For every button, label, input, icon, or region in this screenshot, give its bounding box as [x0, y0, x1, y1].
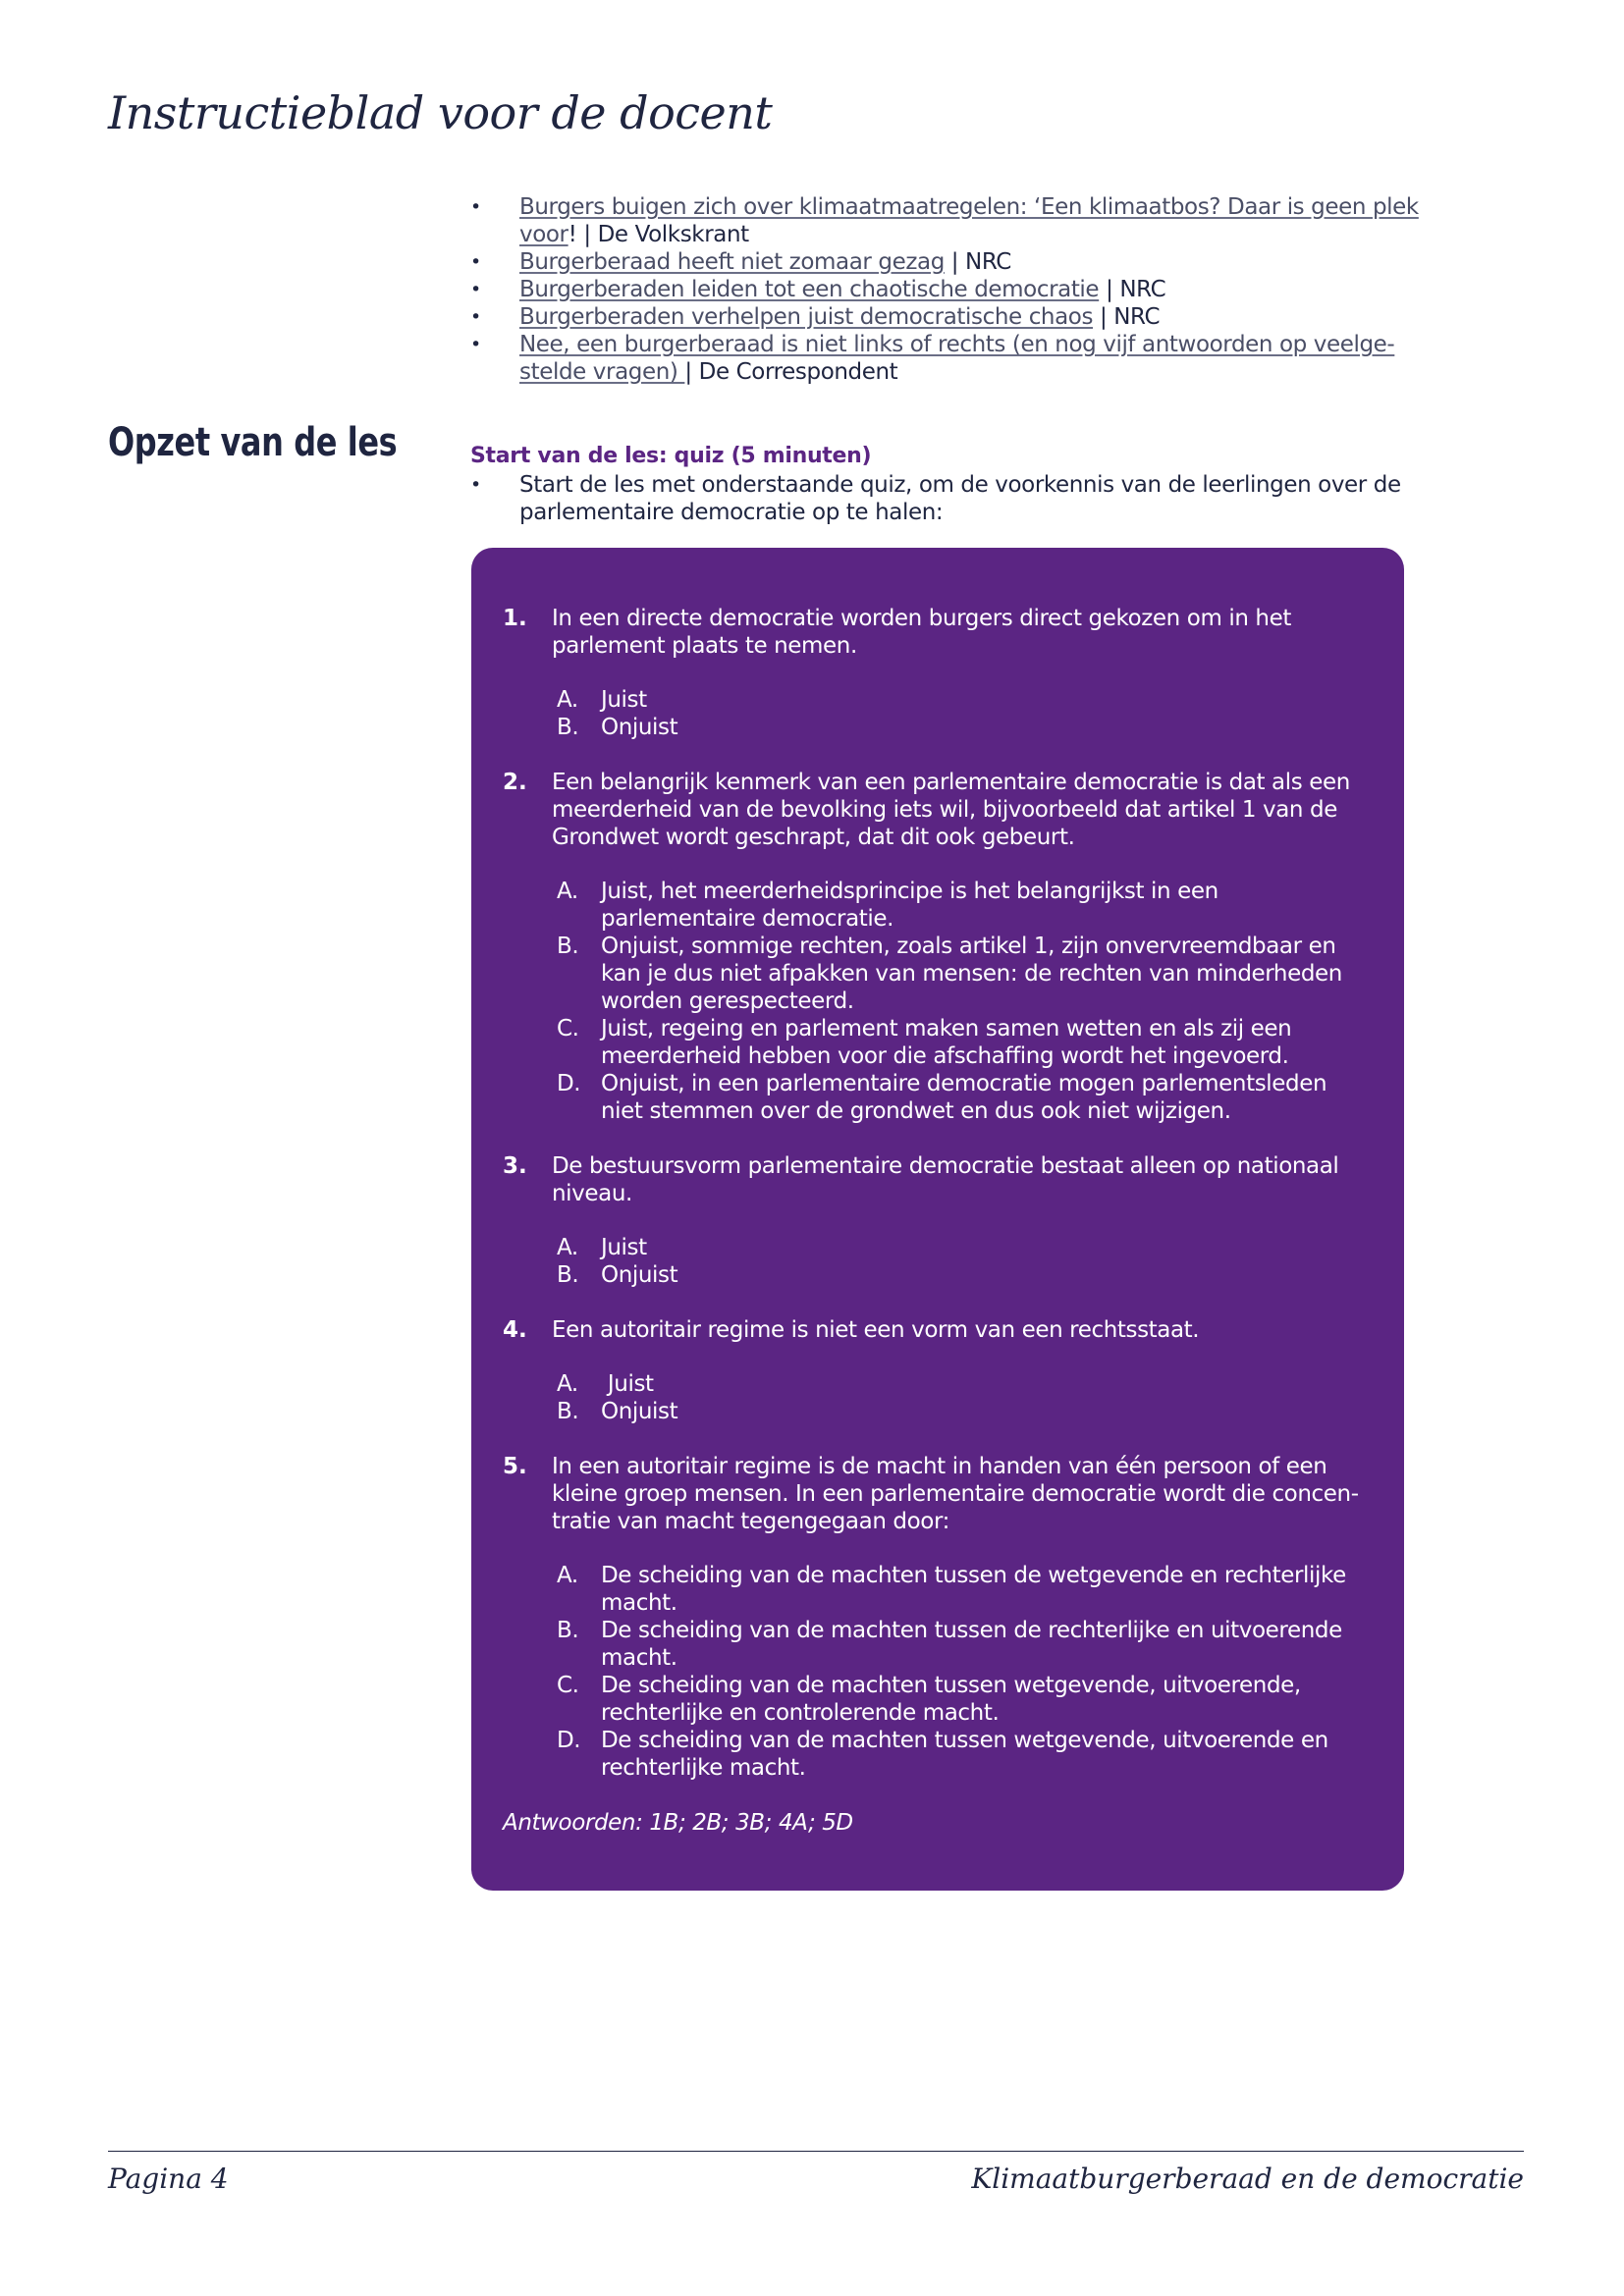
footer-divider [108, 2151, 1524, 2152]
bullet-icon: • [470, 196, 481, 218]
page-number: Pagina 4 [108, 2163, 229, 2195]
option-letter: B. [557, 1399, 579, 1424]
answer-option [503, 1617, 1367, 1672]
option-letter: B. [557, 1618, 579, 1643]
answer-option [503, 714, 1367, 741]
source-link[interactable]: Nee, een burgerberaad is niet links of rechts (en nog vijf antwoorden op veelge-stelde vragen) [519, 332, 1395, 385]
source-item [470, 276, 1433, 303]
option-text: Juist [601, 687, 647, 713]
question-number: 5. [503, 1454, 527, 1479]
option-text: De scheiding van de machten tussen de wetgevende en rechterlijke macht. [601, 1563, 1346, 1616]
option-text: Onjuist, in een parlementaire democratie mogen parlementsleden niet stemmen over de grondwet en dus ook niet wijzigen. [601, 1071, 1327, 1124]
source-publisher: | NRC [1099, 277, 1166, 302]
source-item [470, 248, 1433, 276]
answer-option [503, 1261, 1367, 1289]
option-text: De scheiding van de machten tussen wetgevende, uitvoerende en rechterlijke macht. [601, 1728, 1328, 1781]
option-list [503, 1562, 1367, 1782]
bullet-icon: • [470, 474, 481, 496]
quiz-content [503, 605, 1367, 1837]
bullet-icon: • [470, 306, 481, 328]
question-number: 1. [503, 606, 527, 631]
quiz-question [503, 769, 1367, 1125]
option-letter: A. [557, 687, 578, 713]
quiz-question [503, 1152, 1367, 1289]
intro-item [470, 471, 1423, 526]
option-text: Onjuist [601, 1399, 678, 1424]
answer-option [503, 878, 1367, 933]
bullet-icon: • [470, 334, 481, 355]
option-list [503, 1370, 1367, 1425]
quiz-question [503, 1316, 1367, 1425]
option-text: Onjuist, sommige rechten, zoals artikel 1, zijn onvervreemdbaar en kan je dus niet afpakken van mensen: de rechten van minderheden worden gerespecteerd. [601, 934, 1342, 1014]
option-letter: A. [557, 1563, 578, 1588]
quiz-question [503, 605, 1367, 741]
bullet-icon: • [470, 279, 481, 300]
option-text: Juist, het meerderheidsprincipe is het belangrijkst in een parlementaire democratie. [601, 879, 1218, 932]
option-text: Onjuist [601, 1262, 678, 1288]
bullet-icon: • [470, 251, 481, 273]
option-text: De scheiding van de machten tussen de rechterlijke en uitvoerende macht. [601, 1618, 1342, 1671]
quiz-box [471, 548, 1404, 1891]
question-number: 4. [503, 1317, 527, 1343]
option-text: Juist, regeing en parlement maken samen wetten en als zij een meerderheid hebben voor die afschaffing wordt het ingevoerd. [601, 1016, 1292, 1069]
option-letter: B. [557, 715, 579, 740]
source-link[interactable]: Burgerberaad heeft niet zomaar gezag [519, 249, 945, 275]
quiz-question [503, 1453, 1367, 1782]
option-letter: B. [557, 1262, 579, 1288]
source-link[interactable]: Burgerberaden verhelpen juist democratische chaos [519, 304, 1094, 330]
source-publisher: | NRC [944, 249, 1011, 275]
answer-option [503, 1562, 1367, 1617]
quiz-subheading: Start van de les: quiz (5 minuten) [470, 444, 872, 468]
option-letter: C. [557, 1673, 579, 1698]
question-number: 3. [503, 1153, 527, 1179]
answer-option [503, 1398, 1367, 1425]
question-text: In een autoritair regime is de macht in handen van één persoon of een kleine groep mensen. In een parlementaire democratie wordt die concen-tratie van macht tegengegaan door: [552, 1454, 1359, 1534]
option-list [503, 878, 1367, 1125]
option-letter: B. [557, 934, 579, 959]
answer-option [503, 686, 1367, 714]
page-title: Instructieblad voor de docent [108, 86, 773, 139]
source-item [470, 303, 1433, 331]
option-letter: A. [557, 879, 578, 904]
option-text: Juist [601, 1235, 647, 1260]
option-letter: A. [557, 1371, 578, 1397]
answer-option [503, 1070, 1367, 1125]
option-letter: D. [557, 1728, 581, 1753]
option-text: De scheiding van de machten tussen wetgevende, uitvoerende, rechterlijke en controlerende macht. [601, 1673, 1301, 1726]
source-publisher: | NRC [1093, 304, 1161, 330]
question-text: Een autoritair regime is niet een vorm van een rechtsstaat. [552, 1317, 1200, 1343]
question-number: 2. [503, 770, 527, 795]
footer-doc-title: Klimaatburgerberaad en de democratie [971, 2163, 1524, 2195]
intro-text: Start de les met onderstaande quiz, om de voorkennis van de leerlingen over de parlementaire democratie op te halen: [519, 472, 1401, 525]
option-letter: D. [557, 1071, 581, 1096]
sources-list [470, 193, 1433, 386]
source-publisher: ! | De Volkskrant [568, 222, 749, 247]
option-letter: C. [557, 1016, 579, 1041]
answer-option [503, 933, 1367, 1015]
option-list [503, 686, 1367, 741]
answer-option [503, 1727, 1367, 1782]
question-text: De bestuursvorm parlementaire democratie bestaat alleen op nationaal niveau. [552, 1153, 1339, 1206]
option-text: Onjuist [601, 715, 678, 740]
option-text: Juist [601, 1371, 654, 1397]
option-letter: A. [557, 1235, 578, 1260]
source-link[interactable]: Burgerberaden leiden tot een chaotische democratie [519, 277, 1100, 302]
question-text: In een directe democratie worden burgers direct gekozen om in het parlement plaats te nemen. [552, 606, 1291, 659]
answer-key: Antwoorden: 1B; 2B; 3B; 4A; 5D [503, 1810, 853, 1836]
intro-list [470, 471, 1423, 526]
source-link[interactable]: Burgers buigen zich over klimaatmaatregelen: ‘Een klimaatbos? Daar is geen plek voor [519, 194, 1419, 247]
source-item [470, 193, 1433, 248]
question-text: Een belangrijk kenmerk van een parlementaire democratie is dat als een meerderheid van de bevolking iets wil, bijvoorbeeld dat artikel 1 van de Grondwet wordt geschrapt, dat dit ook gebeurt. [552, 770, 1350, 850]
answer-option [503, 1672, 1367, 1727]
section-heading: Opzet van de les [108, 420, 398, 465]
answer-option [503, 1015, 1367, 1070]
option-list [503, 1234, 1367, 1289]
source-publisher: | De Correspondent [684, 359, 898, 385]
answer-option [503, 1234, 1367, 1261]
answer-option [503, 1370, 1367, 1398]
source-item [470, 331, 1433, 386]
